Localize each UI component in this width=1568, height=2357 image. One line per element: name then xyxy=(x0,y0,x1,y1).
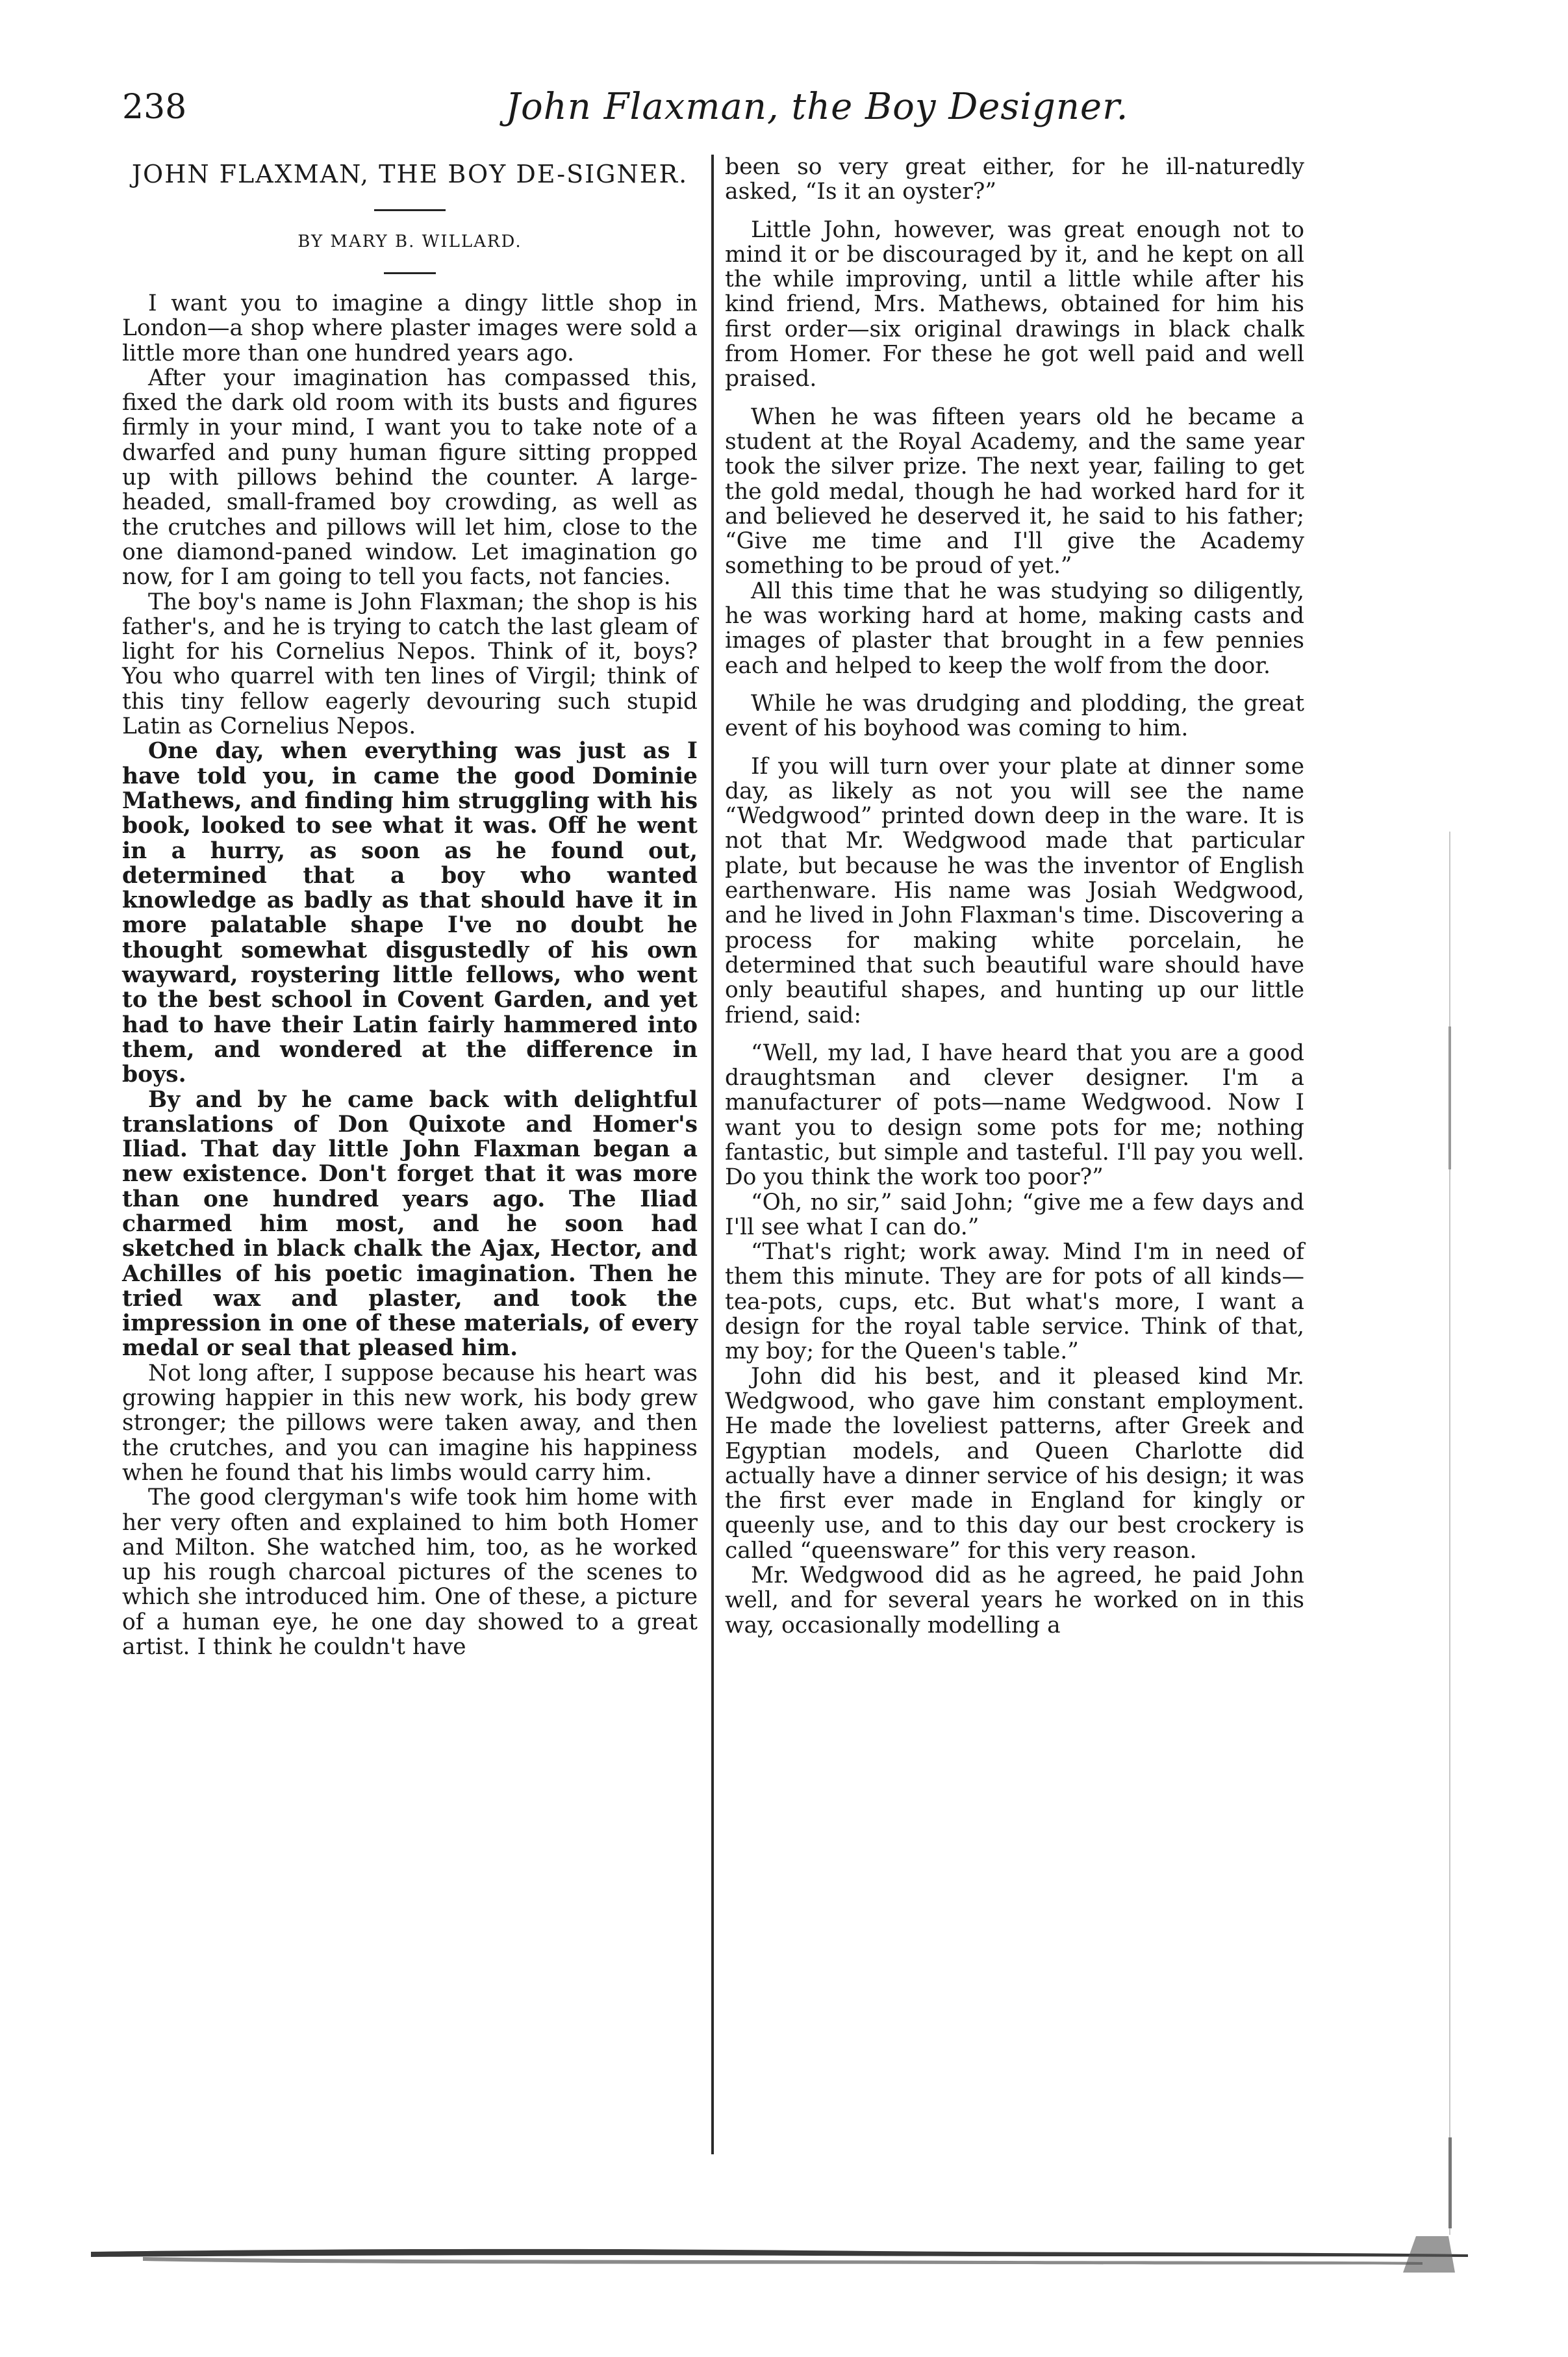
right-column xyxy=(725,155,1304,2149)
column-divider xyxy=(711,155,714,2154)
paragraph: After your imagination has compassed this, fixed the dark old room with its busts and figures firmly in your mind, I want you to take note of a dwarfed and puny human figure sitting propped up with pillows behind the counter. A large-headed, small-framed boy crowding, as well as the crutches and pillows will let him, close to the one diamond-paned window. Let imagination go now, for I am going to tell you facts, not fancies. xyxy=(122,364,698,591)
paragraph: The good clergyman's wife took him home with her very often and explained to him both Homer and Milton. She watched him, too, as he worked up his rough charcoal pictures of the scenes to which she introduced him. One of these, a picture of a human eye, he one day showed to a great artist. I think he couldn't have xyxy=(122,1484,698,1661)
paragraph: “Oh, no sir,” said John; “give me a few days and I'll see what I can do.” xyxy=(725,1189,1304,1240)
title-divider xyxy=(374,209,446,211)
byline: BY MARY B. WILLARD. xyxy=(297,232,522,251)
byline-divider xyxy=(384,272,436,274)
paragraph: Mr. Wedgwood did as he agreed, he paid John well, and for several years he worked on in this way, occasionally modelling a xyxy=(725,1562,1304,1638)
paragraph: If you will turn over your plate at dinner some day, as likely as not you will see the name “Wedgwood” printed down deep in the ware. It is not that Mr. Wedgwood made that particular plate, but because he was the inventor of English earthenware. His name was Josiah Wedgwood, and he lived in John Flaxman's time. Discovering a process for making white porcelain, he determined that such beautiful ware should have only beautiful shapes, and hunting up our little friend, said: xyxy=(725,753,1304,1028)
paragraph: By and by he came back with delightful translations of Don Quixote and Homer's Iliad. That day little John Flaxman began a new existence. Don't forget that it was more than one hundred years ago. The Iliad charmed him most, and he soon had sketched in black chalk the Ajax, Hector, and Achilles of his poetic imagination. Then he tried wax and plaster, and took the impression in one of these materials, of every medal or seal that pleased him. xyxy=(122,1086,698,1362)
paragraph: John did his best, and it pleased kind Mr. Wedgwood, who gave him constant employment. He made the loveliest patterns, after Greek and Egyptian models, and Queen Charlotte did actually have a dinner service of his design; it was the first ever made in England for kingly or queenly use, and to this day our best crockery is called “queensware” for this very reason. xyxy=(725,1363,1304,1564)
paragraph: been so very great either, for he ill-naturedly asked, “Is it an oyster?” xyxy=(725,154,1304,205)
paragraph: All this time that he was studying so diligently, he was working hard at home, making casts and images of plaster that brought in a few pennies each and helped to keep the wolf from the door. xyxy=(725,578,1304,679)
paragraph: Not long after, I suppose because his heart was growing happier in this new work, his body grew stronger; the pillows were taken away, and then the crutches, and you can imagine his happiness when he found that his limbs would carry him. xyxy=(122,1360,698,1486)
paragraph: I want you to imagine a dingy little shop in London—a shop where plaster images were sold a little more than one hundred years ago. xyxy=(122,290,698,366)
paragraph: When he was fifteen years old he became a student at the Royal Academy, and the same year took the silver prize. The next year, failing to get the gold medal, though he had worked hard for it and believed he deserved it, he said to his father; “Give me time and I'll give the Academy something to be proud of yet.” xyxy=(725,403,1304,580)
running-title: John Flaxman, the Boy Designer. xyxy=(505,86,1129,128)
paragraph: “That's right; work away. Mind I'm in need of them this minute. They are for pots of all kinds—tea-pots, cups, etc. But what's more, I want a design for the royal table service. Think of that, my boy; for the Queen's table.” xyxy=(725,1239,1304,1365)
running-head xyxy=(122,84,1317,143)
scan-edge-mark xyxy=(1448,832,1452,2235)
paragraph: Little John, however, was great enough not to mind it or be discouraged by it, and he kept on all the while improving, until a little while after his kind friend, Mrs. Mathews, obtained for him his first order—six original drawings in black chalk from Homer. For these he got well paid and well praised. xyxy=(725,216,1304,392)
paragraph: The boy's name is John Flaxman; the shop is his father's, and he is trying to catch the last gleam of light for his Cornelius Nepos. Think of it, boys? You who quarrel with ten lines of Virgil; think of this tiny fellow eagerly devouring such stupid Latin as Cornelius Nepos. xyxy=(122,589,698,740)
page-number: 238 xyxy=(122,88,187,127)
left-column xyxy=(122,155,698,2149)
article-title: JOHN FLAXMAN, THE BOY DE-SIGNER. xyxy=(131,160,689,188)
paragraph: “Well, my lad, I have heard that you are a good draughtsman and clever designer. I'm a manufacturer of pots—name Wedgwood. Now I want you to design some pots for me; nothing fantastic, but simple and tasteful. I'll pay you well. Do you think the work too poor?” xyxy=(725,1039,1304,1191)
scan-bottom-smudge xyxy=(91,2235,1468,2274)
paragraph: One day, when everything was just as I have told you, in came the good Dominie Mathews, and finding him struggling with his book, looked to see what it was. Off he went in a hurry, as soon as he found out, determined that a boy who wanted knowledge as badly as that should have it in more palatable shape I've no doubt he thought somewhat disgustedly of his own wayward, roystering little fellows, who went to the best school in Covent Garden, and yet had to have their Latin fairly hammered into them, and wondered at the difference in boys. xyxy=(122,738,698,1088)
paragraph: While he was drudging and plodding, the great event of his boyhood was coming to him. xyxy=(725,690,1304,742)
